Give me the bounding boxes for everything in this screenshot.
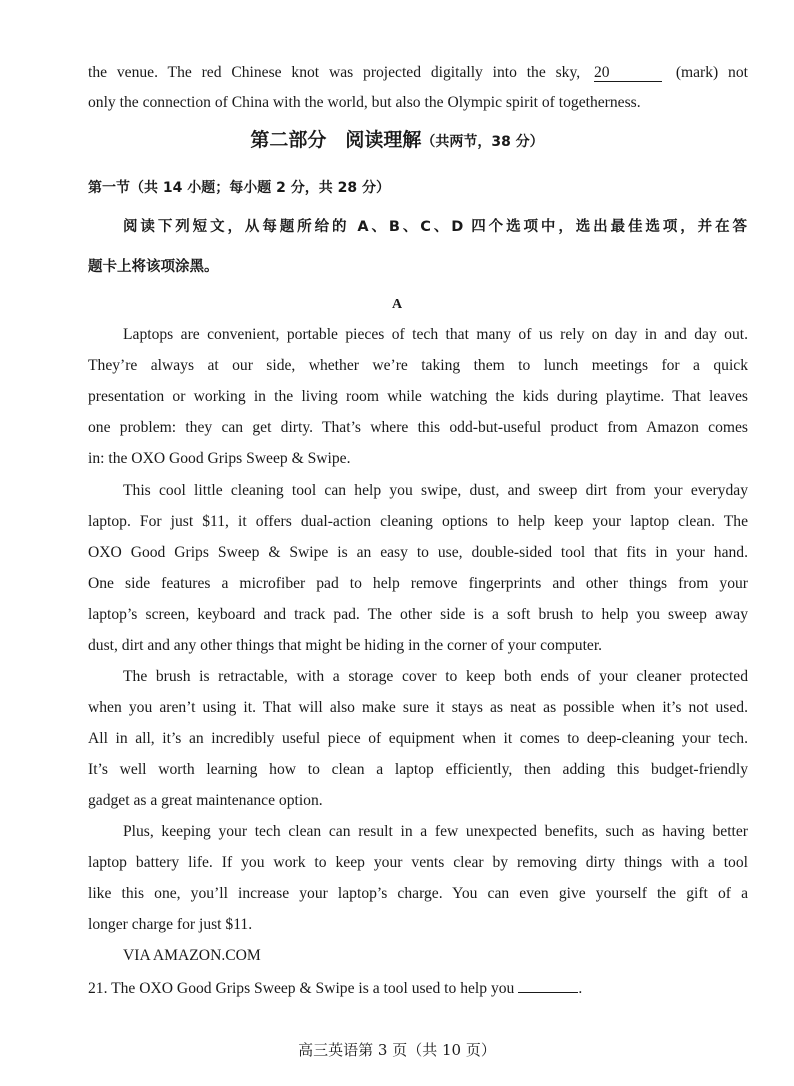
answer-blank-20[interactable]: 20	[594, 64, 662, 82]
passage-line: They’re always at our side, whether we’re taking them to lunch meetings for a quick	[88, 357, 748, 374]
passage-line: The brush is retractable, with a storage cover to keep both ends of your cleaner protected	[123, 668, 748, 685]
continuation-line-2: only the connection of China with the world, but also the Olympic spirit of togetherness.	[88, 94, 641, 111]
passage-line: It’s well worth learning how to clean a laptop efficiently, then adding this budget-friendly	[88, 761, 748, 778]
instruction-line-2: 题卡上将该项涂黑。	[88, 259, 219, 275]
passage-line: laptop’s screen, keyboard and track pad. The other side is a soft brush to help you sweep away	[88, 606, 748, 623]
passage-line: laptop. For just $11, it offers dual-action cleaning options to help keep your laptop clean. The	[88, 513, 748, 530]
passage-line: in: the OXO Good Grips Sweep & Swipe.	[88, 450, 351, 467]
continuation-line-1	[88, 63, 748, 83]
passage-line: longer charge for just $11.	[88, 916, 253, 933]
line-1-suffix: (mark) not	[675, 64, 748, 81]
section-title-text: 第二部分 阅读理解	[250, 129, 422, 151]
passage-letter: A	[391, 297, 403, 312]
line-1-text: the venue. The red Chinese knot was projected digitally into the sky,	[88, 64, 581, 81]
subsection-title: 第一节（共 14 小题；每小题 2 分，共 28 分）	[88, 180, 390, 196]
passage-line: dust, dirt and any other things that might be hiding in the corner of your computer.	[88, 637, 603, 654]
question-21-blank[interactable]	[518, 978, 578, 993]
passage-line: presentation or working in the living room while watching the kids during playtime. That leaves	[88, 388, 748, 405]
passage-line: This cool little cleaning tool can help you swipe, dust, and sweep dirt from your everyday	[123, 482, 748, 499]
passage-line: All in all, it’s an incredibly useful piece of equipment when it comes to deep-cleaning your tech.	[88, 730, 748, 747]
section-title	[0, 128, 794, 154]
passage-line: Laptops are convenient, portable pieces of tech that many of us rely on day in and day out.	[123, 326, 748, 343]
passage-line: when you aren’t using it. That will also make sure it stays as neat as possible when it’s not used.	[88, 699, 748, 716]
passage-line: Plus, keeping your tech clean can result in a few unexpected benefits, such as having better	[123, 823, 748, 840]
passage-line: one problem: they can get dirty. That’s where this odd-but-useful product from Amazon comes	[88, 419, 748, 436]
question-21-text: 21. The OXO Good Grips Sweep & Swipe is a tool used to help you	[88, 980, 515, 997]
passage-source: VIA AMAZON.COM	[123, 947, 261, 964]
instruction-line-1: 阅读下列短文，从每题所给的 A、B、C、D 四个选项中，选出最佳选项，并在答	[123, 219, 747, 235]
passage-line: like this one, you’ll increase your laptop’s charge. You can even give yourself the gift of a	[88, 885, 748, 902]
question-21-end: .	[578, 980, 583, 997]
page-footer: 高三英语第 3 页（共 10 页）	[298, 1041, 496, 1059]
passage-line: One side features a microfiber pad to help remove fingerprints and other things from your	[88, 575, 748, 592]
section-title-note: （共两节，38 分）	[421, 134, 544, 150]
question-21	[88, 978, 748, 999]
passage-line: laptop battery life. If you work to keep your vents clear by removing dirty things with a tool	[88, 854, 748, 871]
passage-line: gadget as a great maintenance option.	[88, 792, 323, 809]
passage-line: OXO Good Grips Sweep & Swipe is an easy to use, double-sided tool that fits in your hand.	[88, 544, 748, 561]
